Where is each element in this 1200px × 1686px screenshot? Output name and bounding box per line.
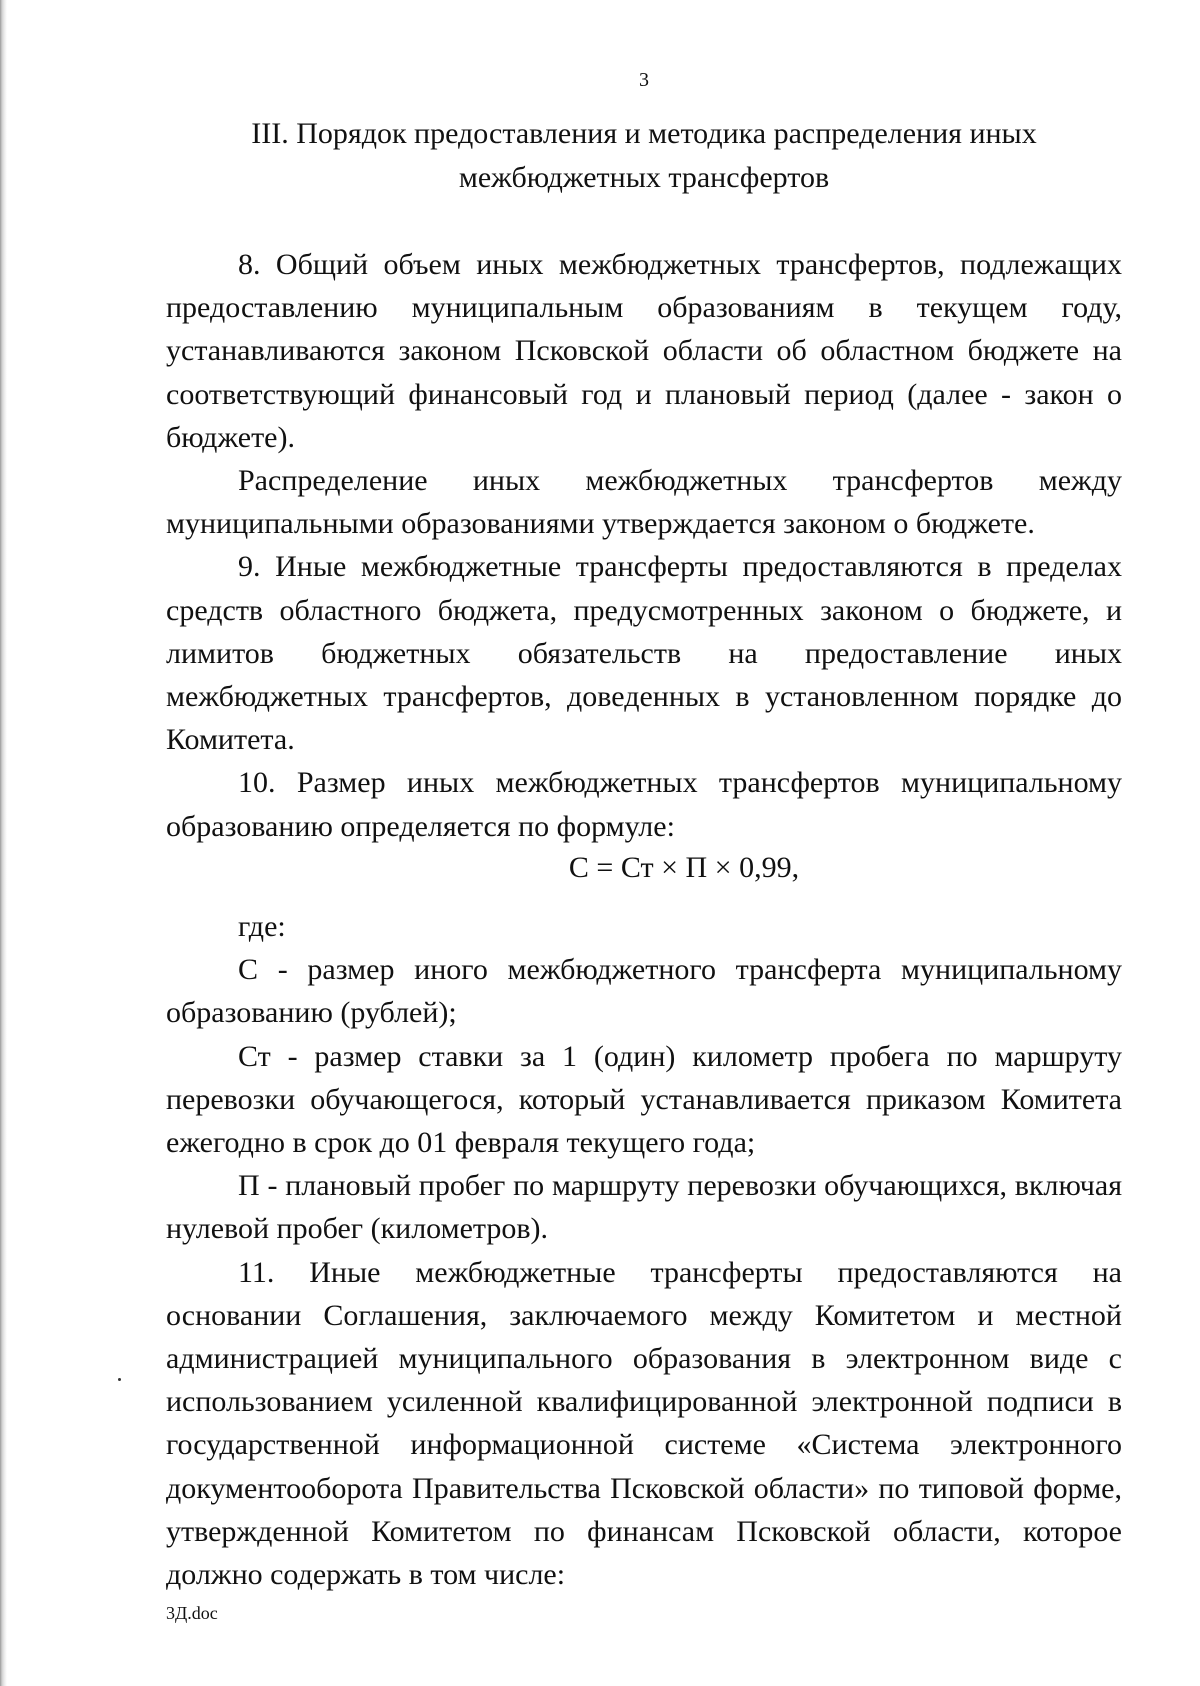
document-body (166, 243, 1122, 1596)
scan-speck (118, 1378, 121, 1381)
definition-c: С - размер иного межбюджетного трансферта муниципальному образованию (рублей); (166, 953, 1122, 1030)
section-title-line-2: межбюджетных трансфертов (458, 161, 830, 194)
definition-ct: Ст - размер ставки за 1 (один) километр пробега по маршруту перевозки обучающегося, который устанавливается приказом Комитета ежегодно в срок до 01 февраля текущего года; (166, 1039, 1122, 1160)
paragraph-11: 11. Иные межбюджетные трансферты предоставляются на основании Соглашения, заключаемого между Комитетом и местной администрацией муниципального образования в электронном виде с использованием усиленной квалифицированной электронной подписи в государственной информационной системе «Система электронного документооборота Правительства Псковской области» по типовой форме, утвержденной Комитетом по финансам Псковской области, которое должно содержать в том числе: (166, 1255, 1122, 1592)
paragraph-9: 9. Иные межбюджетные трансферты предоставляются в пределах средств областного бюджета, предусмотренных законом о бюджете, и лимитов бюджетных обязательств на предоставление иных межбюджетных трансфертов, доведенных в установленном порядке до Комитета. (166, 550, 1122, 757)
section-title-line-1: III. Порядок предоставления и методика распределения иных (251, 117, 1037, 150)
where-label: где: (238, 910, 286, 944)
paragraph-8-distribution: Распределение иных межбюджетных трансфертов между муниципальными образованиями утверждается законом о бюджете. (166, 464, 1122, 541)
section-title (200, 112, 1088, 200)
footer-filename: 3Д.doc (166, 1603, 218, 1623)
paragraph-8: 8. Общий объем иных межбюджетных трансфертов, подлежащих предоставлению муниципальным образованиям в текущем году, устанавливаются законом Псковской области об областном бюджете на соответствующий финансовый год и плановый период (далее - закон о бюджете). (166, 248, 1122, 454)
definition-p: П - плановый пробег по маршруту перевозки обучающихся, включая нулевой пробег (километров). (166, 1169, 1122, 1246)
paragraph-10: 10. Размер иных межбюджетных трансфертов муниципальному образованию определяется по формуле: (166, 766, 1122, 843)
scan-edge (0, 0, 7, 1686)
formula: С = Ст × П × 0,99, (568, 850, 800, 884)
page-number: 3 (639, 69, 649, 91)
